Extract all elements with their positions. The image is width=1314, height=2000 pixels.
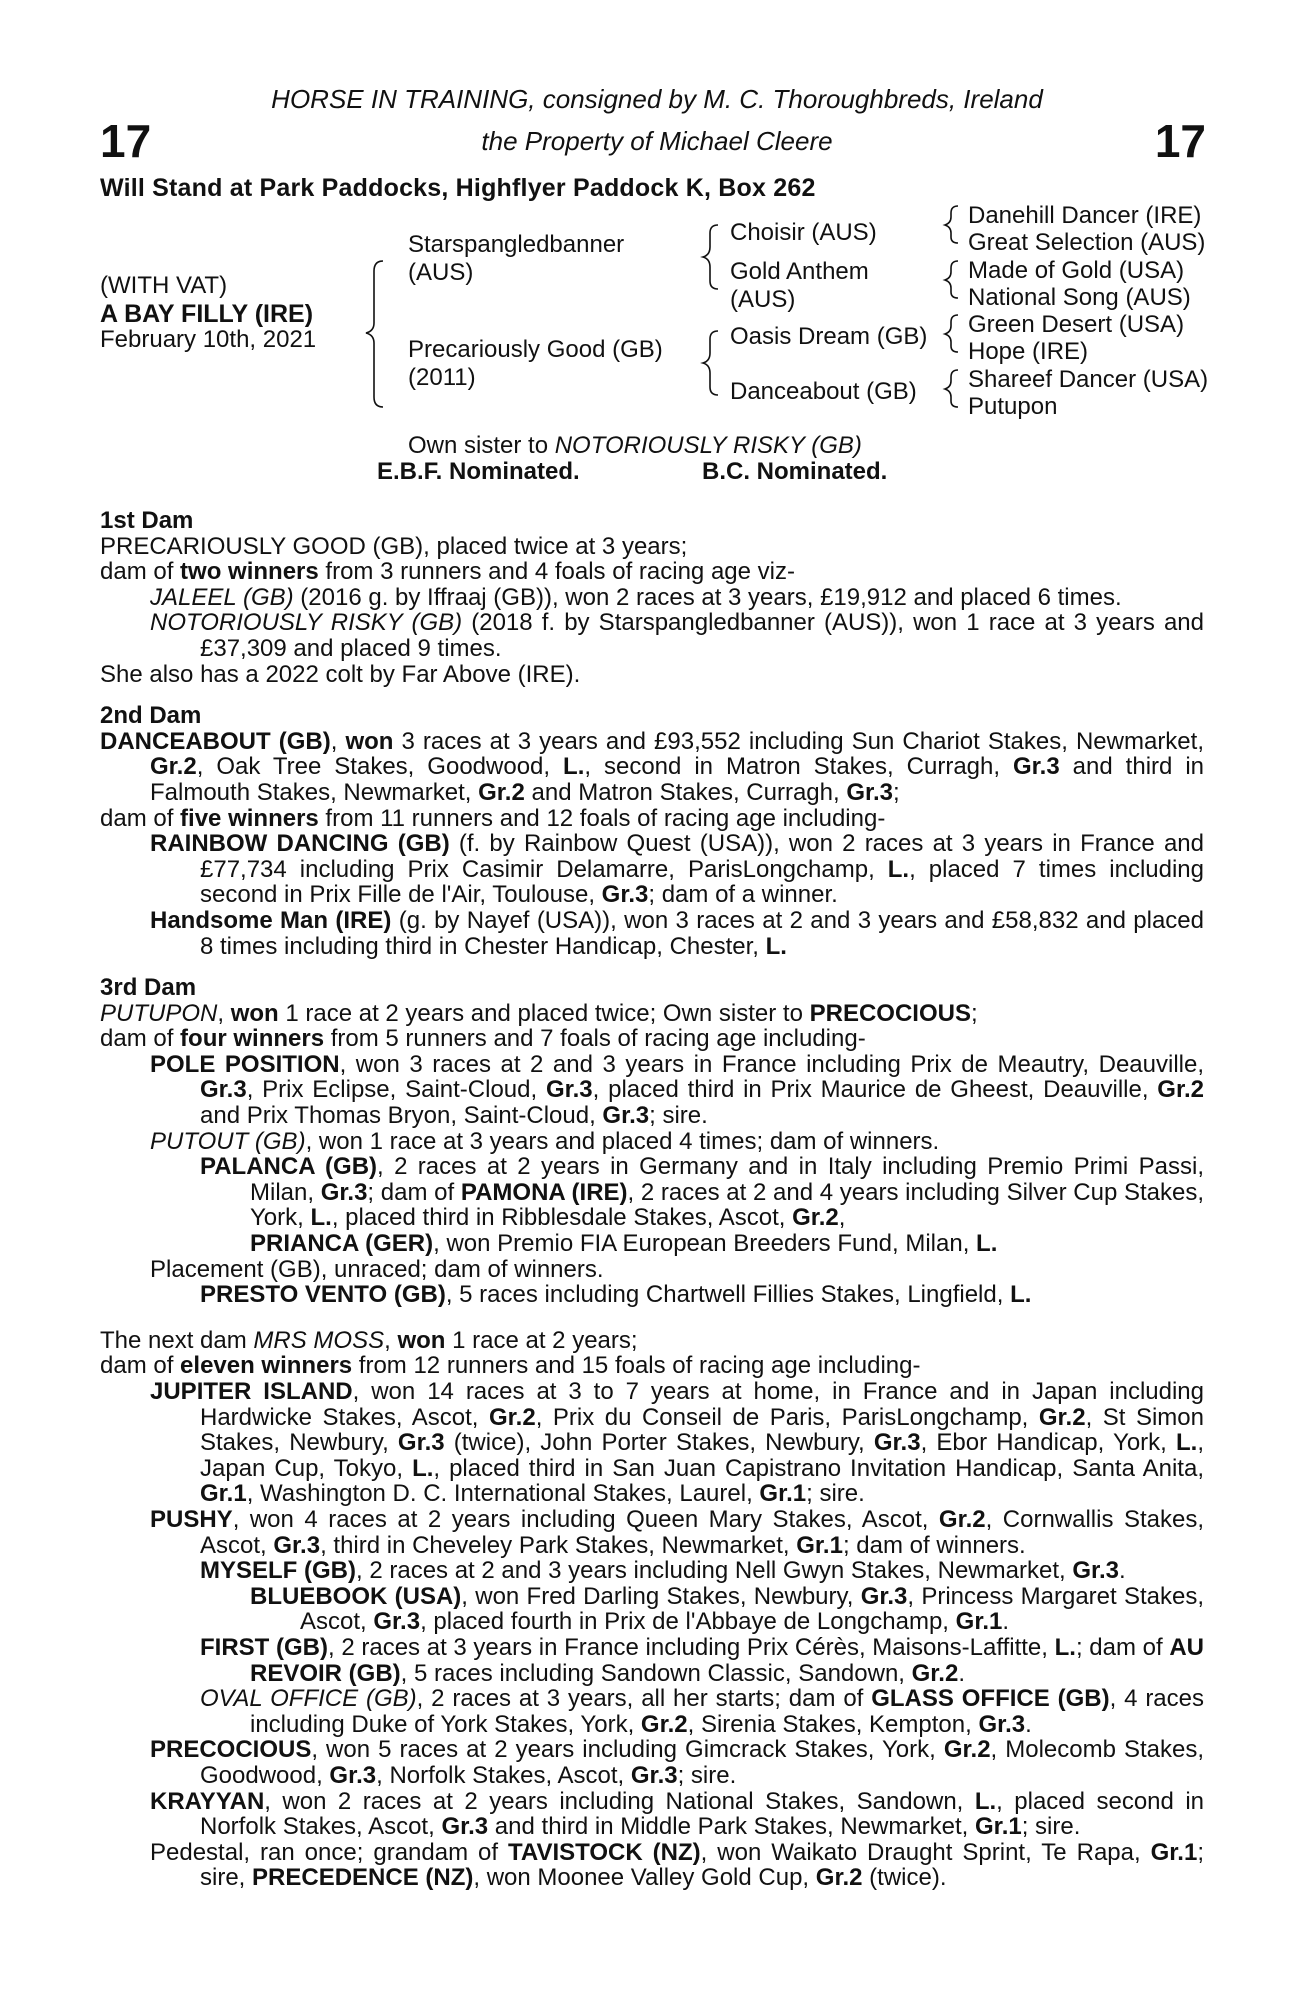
ggp-name: Danehill Dancer (IRE) (968, 202, 1202, 229)
produce-record (100, 508, 1204, 1891)
bracket-sire-line (703, 225, 718, 289)
sire-dam-name: Gold Anthem (730, 258, 869, 285)
bracket-ggp-4 (945, 370, 958, 407)
ggp-name: Shareef Dancer (USA) (968, 366, 1209, 393)
produce-entry: PALANCA (GB), 2 races at 2 years in Germany and in Italy including Premio Primi Passi, Milan, Gr.3; dam of PAMONA (IRE), 2 races at 2 and 4 years including Silver Cup Stakes, York, L., placed third in Ribblesdale Stakes, Ascot, Gr.2, (200, 1153, 1205, 1232)
bracket-ggp-3 (945, 315, 958, 352)
ggp-group-1 (968, 202, 1205, 256)
produce-entry: RAINBOW DANCING (GB) (f. by Rainbow Quest (USA)), won 2 races at 3 years in France and £77,734 including Prix Casimir Delamarre, ParisLongchamp, L., placed 7 times including second in Prix Fille de l'Air, Toulouse, Gr.3; dam of a winner. (150, 830, 1204, 909)
produce-entry: POLE POSITION, won 3 races at 2 and 3 years in France including Prix de Meautry, Deauville, Gr.3, Prix Eclipse, Saint-Cloud, Gr.3, placed third in Prix Maurice de Gheest, Deauville, Gr.2 and Prix Thomas Bryon, Saint-Cloud, Gr.3; sire. (150, 1050, 1204, 1130)
produce-entry: NOTORIOUSLY RISKY (GB) (2018 f. by Starspangledbanner (AUS)), won 1 race at 3 years and £37,309 and placed 9 times. (150, 609, 1204, 662)
stand-location: Will Stand at Park Paddocks, Highflyer Paddock K, Box 262 (100, 174, 816, 202)
produce-entry: JALEEL (GB) (2016 g. by Iffraaj (GB)), won 2 races at 3 years, £19,912 and placed 6 times. (150, 583, 1122, 611)
sire (408, 231, 624, 287)
ggp-name: Green Desert (USA) (968, 311, 1185, 338)
lot-number-right: 17 (1154, 115, 1206, 167)
produce-entry: OVAL OFFICE (GB), 2 races at 3 years, all her starts; dam of GLASS OFFICE (GB), 4 races including Duke of York Stakes, York, Gr.2, Sirenia Stakes, Kempton, Gr.3. (200, 1685, 1205, 1738)
section-heading: 1st Dam (100, 507, 194, 534)
dam-line: PUTUPON, won 1 race at 2 years and placed twice; Own sister to PRECOCIOUS; (100, 999, 978, 1027)
property-line: the Property of Michael Cleere (481, 126, 833, 156)
produce-entry: FIRST (GB), 2 races at 3 years in France including Prix Cérès, Maisons-Laffitte, L.; dam of AU REVOIR (GB), 5 races including Sandown Classic, Sandown, Gr.2. (200, 1633, 1205, 1687)
produce-entry: PUTOUT (GB), won 1 race at 3 years and placed 4 times; dam of winners. (150, 1127, 940, 1155)
own-sister-name: NOTORIOUSLY RISKY (GB) (554, 432, 862, 459)
section-heading: 3rd Dam (100, 974, 197, 1002)
ggp-name: Made of Gold (USA) (968, 257, 1185, 284)
produce-entry: Handsome Man (IRE) (g. by Nayef (USA)), won 3 races at 2 and 3 years and £58,832 and placed 8 times including third in Chester Handicap, Chester, L. (150, 906, 1205, 960)
bracket-sire-dam (366, 261, 383, 407)
produce-entry: PRIANCA (GER), won Premio FIA European Breeders Fund, Milan, L. (250, 1230, 998, 1258)
vat-note: (WITH VAT) (100, 272, 228, 299)
first-dam-section (100, 508, 1204, 687)
dam-line: The next dam MRS MOSS, won 1 race at 2 years; (100, 1326, 638, 1354)
foaling-date: February 10th, 2021 (100, 326, 317, 353)
produce-entry: PUSHY, won 4 races at 2 years including Queen Mary Stakes, Ascot, Gr.2, Cornwallis Stakes, Ascot, Gr.3, third in Cheveley Park Stakes, Newmarket, Gr.1; dam of winners. (150, 1505, 1204, 1559)
sire-dam-country: (AUS) (730, 286, 796, 313)
produce-entry: KRAYYAN, won 2 races at 2 years including National Stakes, Sandown, L., placed second in Norfolk Stakes, Ascot, Gr.3 and third in Middle Park Stakes, Newmarket, Gr.1; sire. (150, 1787, 1205, 1841)
dam-dam: Danceabout (GB) (730, 378, 917, 405)
dam (408, 336, 663, 392)
sire-country: (AUS) (408, 259, 474, 286)
pedigree-table (100, 202, 1230, 420)
ggp-group-3 (968, 311, 1184, 365)
dam-name: Precariously Good (GB) (408, 336, 663, 363)
ggp-name: Great Selection (AUS) (968, 229, 1206, 256)
produce-entry: Placement (GB), unraced; dam of winners. (150, 1255, 604, 1283)
dam-produce-summary: dam of four winners from 5 runners and 7 foals of racing age including- (100, 1025, 866, 1053)
own-sister-note (408, 432, 862, 460)
produce-entry: JUPITER ISLAND, won 14 races at 3 to 7 years at home, in France and in Japan including Hardwicke Stakes, Ascot, Gr.2, Prix du Conseil de Paris, ParisLongchamp, Gr.2, St Simon Stakes, Newbury, Gr.3 (twice), John Porter Stakes, Newbury, Gr.3, Ebor Handicap, York, L., Japan Cup, Tokyo, L., placed third in San Juan Capistrano Invitation Handicap, Santa Anita, Gr.1, Washington D. C. International Stakes, Laurel, Gr.1; sire. (150, 1378, 1204, 1508)
own-sister-prefix: Own sister to (408, 432, 555, 459)
lot-number-left: 17 (100, 115, 152, 167)
horse-description: A BAY FILLY (IRE) (100, 300, 314, 328)
ggp-group-2 (968, 257, 1191, 311)
produce-entry: BLUEBOOK (USA), won Fred Darling Stakes, Newbury, Gr.3, Princess Margaret Stakes, Ascot, Gr.3, placed fourth in Prix de l'Abbaye de Longchamp, Gr.1. (250, 1582, 1205, 1636)
section-heading: 2nd Dam (100, 702, 202, 730)
sire-sire: Choisir (AUS) (730, 219, 877, 246)
dam-line: DANCEABOUT (GB), won 3 races at 3 years and £93,552 including Sun Chariot Stakes, Newmarket, Gr.2, Oak Tree Stakes, Goodwood, L., second in Matron Stakes, Curragh, Gr.3 and third in Falmouth Stakes, Newmarket, Gr.2 and Matron Stakes, Curragh, Gr.3; (100, 727, 1205, 806)
dam-produce-summary: dam of two winners from 3 runners and 4 foals of racing age viz- (100, 558, 795, 586)
third-dam-section (100, 975, 1204, 1308)
ggp-name: National Song (AUS) (968, 284, 1191, 311)
ggp-group-4 (968, 366, 1208, 420)
bc-nomination: B.C. Nominated. (702, 458, 888, 485)
second-dam-section (100, 703, 1204, 959)
next-dam-section (100, 1328, 1204, 1891)
bracket-ggp-2 (945, 261, 958, 298)
sire-dam (730, 258, 869, 314)
dam-note: She also has a 2022 colt by Far Above (IRE). (100, 660, 581, 688)
dam-produce-summary: dam of eleven winners from 12 runners and 15 foals of racing age including- (100, 1352, 921, 1380)
bracket-ggp-1 (945, 206, 958, 243)
produce-entry: PRECOCIOUS, won 5 races at 2 years including Gimcrack Stakes, York, Gr.2, Molecomb Stakes, Goodwood, Gr.3, Norfolk Stakes, Ascot, Gr.3; sire. (150, 1736, 1204, 1789)
ggp-name: Putupon (968, 393, 1058, 420)
consignor-line: HORSE IN TRAINING, consigned by M. C. Thoroughbreds, Ireland (271, 84, 1043, 114)
dam-line: PRECARIOUSLY GOOD (GB), placed twice at 3 years; (100, 532, 688, 560)
bracket-dam-line (703, 331, 718, 395)
sire-name: Starspangledbanner (408, 231, 625, 258)
dam-year: (2011) (408, 364, 476, 391)
produce-entry: MYSELF (GB), 2 races at 2 and 3 years including Nell Gwyn Stakes, Newmarket, Gr.3. (200, 1557, 1126, 1585)
produce-entry: PRESTO VENTO (GB), 5 races including Chartwell Fillies Stakes, Lingfield, L. (200, 1281, 1032, 1309)
dam-sire: Oasis Dream (GB) (730, 323, 928, 350)
dam-produce-summary: dam of five winners from 11 runners and 12 foals of racing age including- (100, 804, 886, 832)
ggp-name: Hope (IRE) (968, 338, 1089, 365)
ebf-nomination: E.B.F. Nominated. (377, 458, 580, 485)
produce-entry: Pedestal, ran once; grandam of TAVISTOCK (NZ), won Waikato Draught Sprint, Te Rapa, Gr.1; sire, PRECEDENCE (NZ), won Moonee Valley Gold Cup, Gr.2 (twice). (150, 1838, 1204, 1892)
